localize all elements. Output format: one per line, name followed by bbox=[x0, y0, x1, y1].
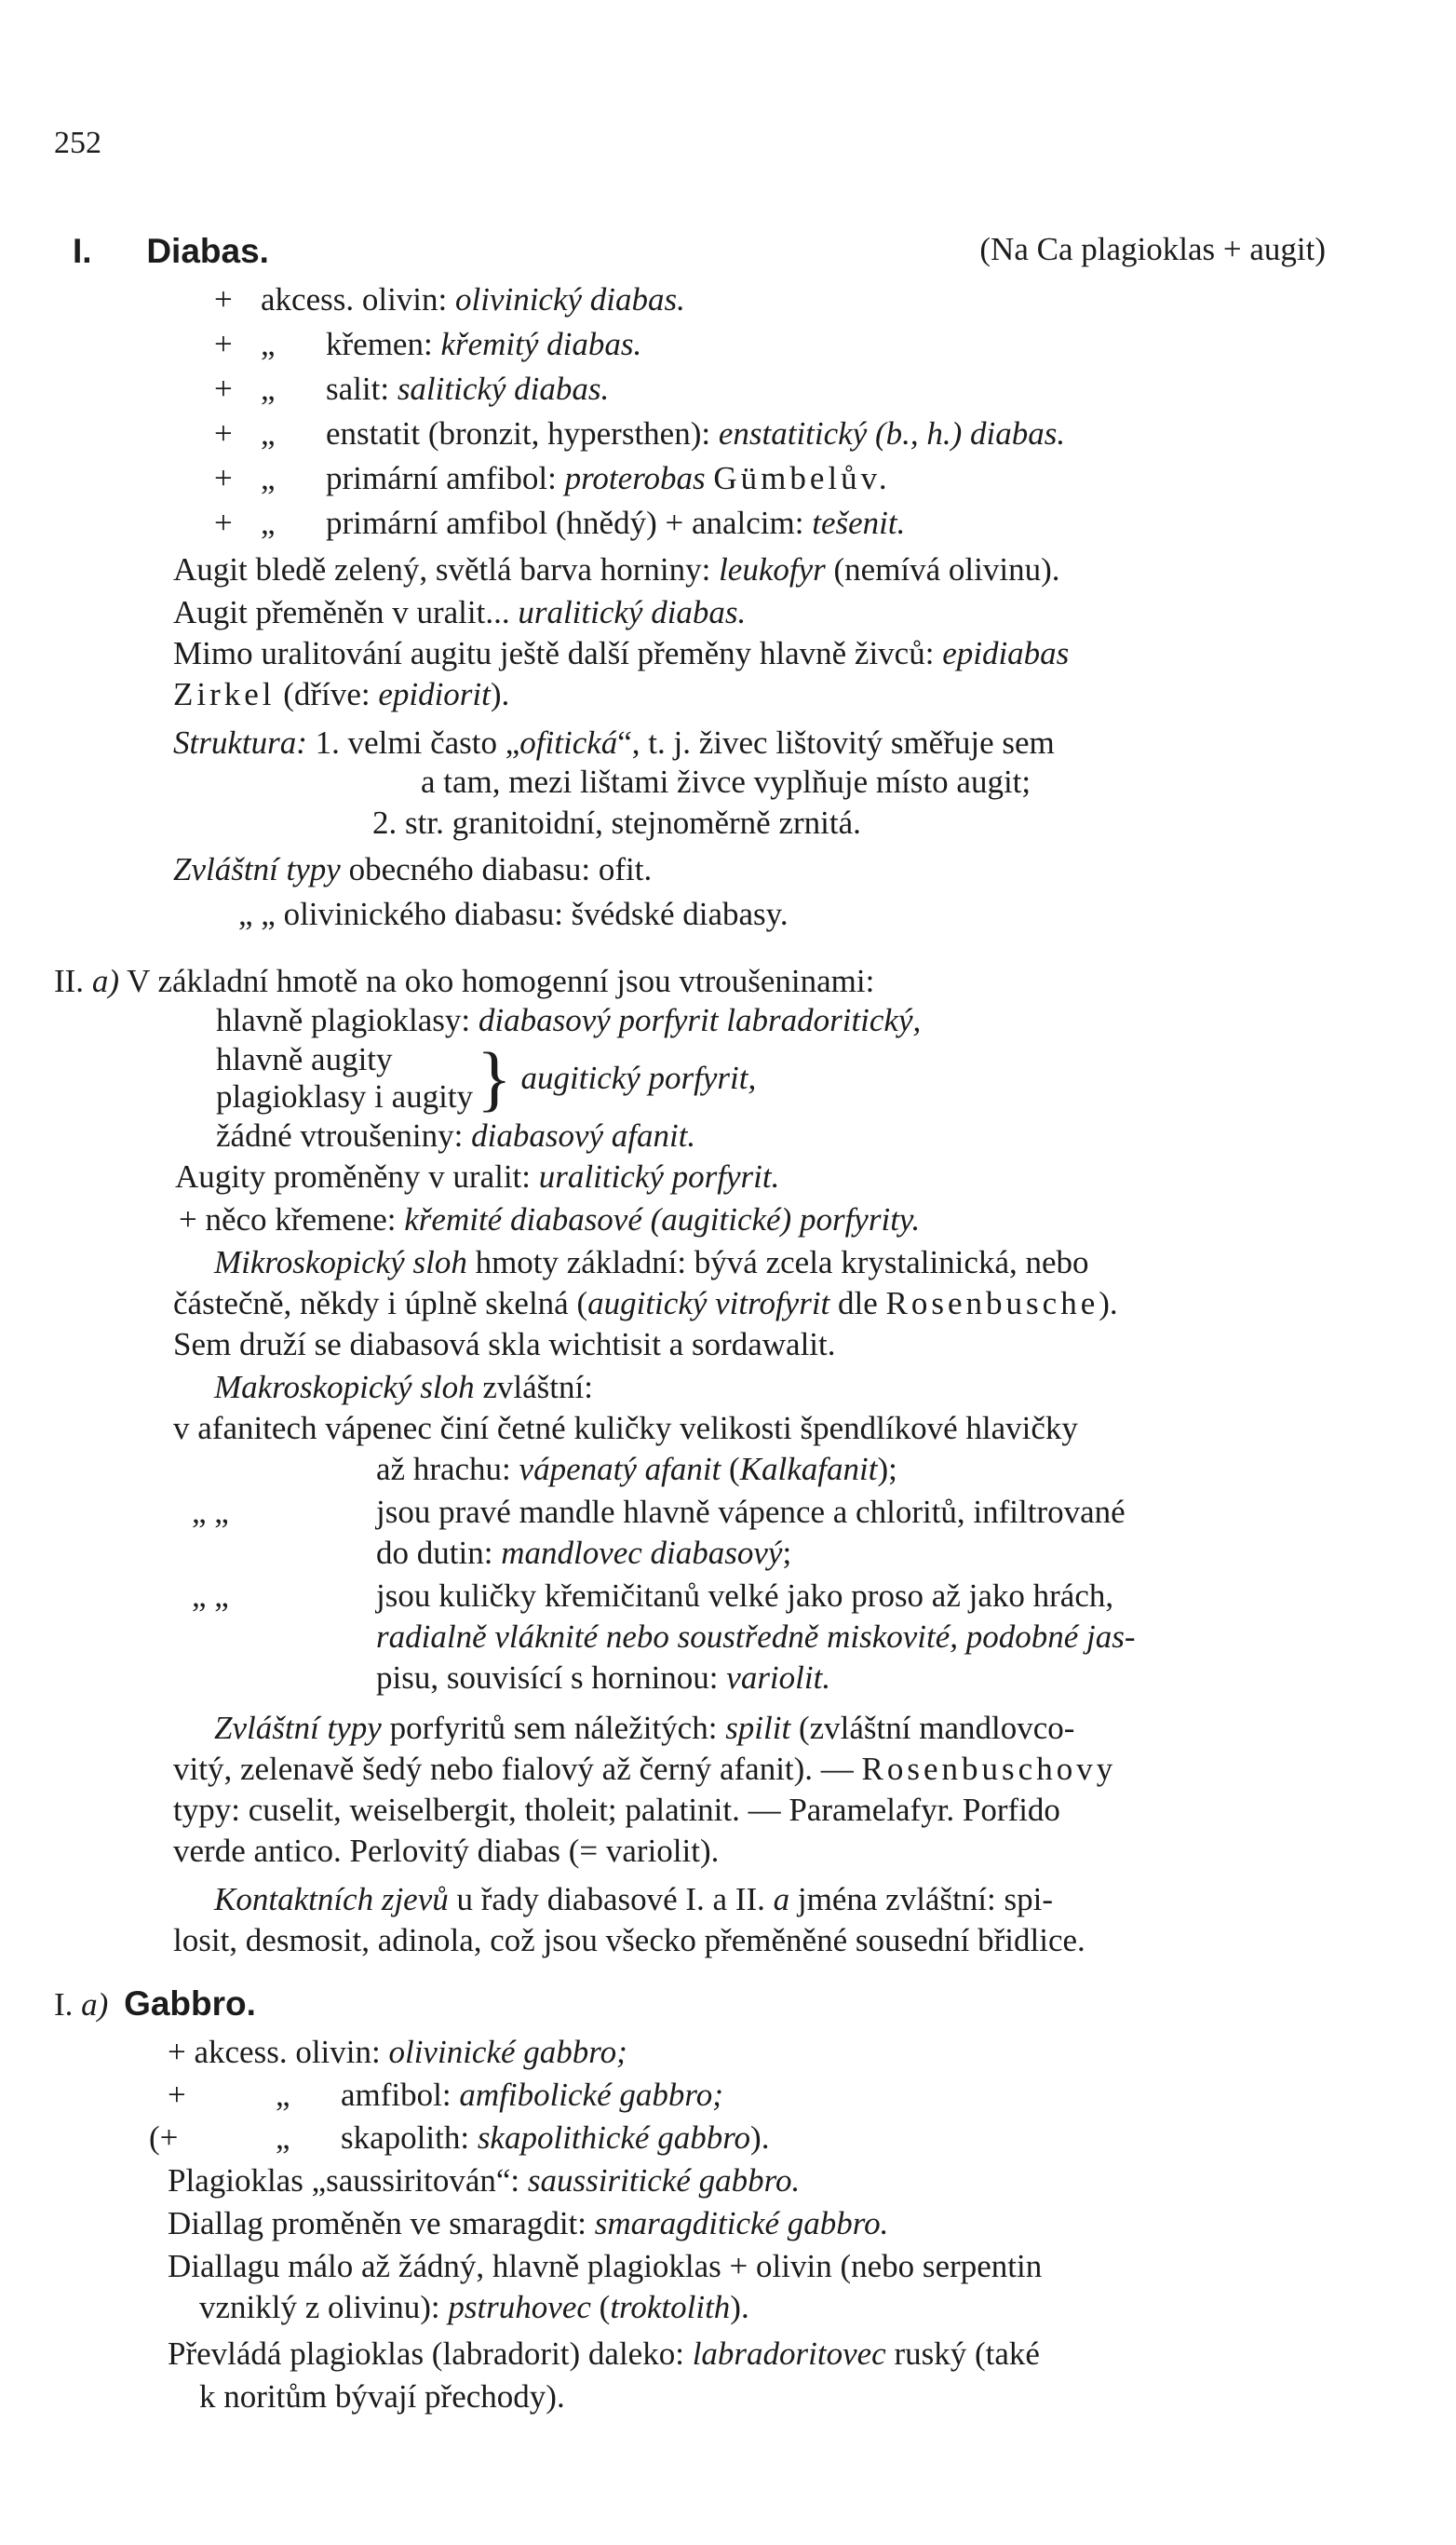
text-line: k noritům bývají přechody). bbox=[199, 2378, 565, 2415]
text-line: pisu, souvisící s horninou: variolit. bbox=[376, 1659, 831, 1696]
accessory-line: + akcess. olivin: olivinický diabas. bbox=[214, 281, 685, 318]
text-line: Plagioklas „saussiritován“: saussiritické gabbro. bbox=[168, 2162, 801, 2199]
text-line: losit, desmosit, adinola, což jsou všecko přeměněné sousední břidlice. bbox=[173, 1922, 1085, 1958]
text-line: do dutin: mandlovec diabasový; bbox=[376, 1535, 792, 1571]
text-line: Diallag proměněn ve smaragdit: smaragditické gabbro. bbox=[168, 2205, 889, 2241]
text-line: + „ amfibol: amfibolické gabbro; bbox=[168, 2077, 723, 2113]
section-sub: a) bbox=[91, 963, 119, 999]
text-line: Mikroskopický sloh hmoty základní: bývá zcela krystalinická, nebo bbox=[214, 1244, 1089, 1280]
text-line: Kontaktních zjevů u řady diabasové I. a II. a jména zvláštní: spi- bbox=[214, 1881, 1054, 1917]
brace-group: hlavně augity plagioklasy i augity } augitický porfyrit, bbox=[216, 1037, 757, 1119]
section-title: Diabas. bbox=[146, 232, 269, 270]
text-line: Augit bledě zelený, světlá barva horniny: leukofyr (nemívá olivinu). bbox=[173, 551, 1060, 588]
text-line: + něco křemene: křemité diabasové (augitické) porfyrity. bbox=[179, 1201, 921, 1238]
text-line: a tam, mezi lištami živce vyplňuje místo augit; bbox=[421, 764, 1031, 800]
section-heading-porphyrite: II. a) V základní hmotě na oko homogenní jsou vtroušeninami: bbox=[54, 963, 875, 999]
accessory-line: + „ enstatit (bronzit, hypersthen): enstatitický (b., h.) diabas. bbox=[214, 415, 1066, 452]
text-line: vzniklý z olivinu): pstruhovec (troktolith). bbox=[199, 2289, 749, 2325]
text-line: Zvláštní typy porfyritů sem náležitých: spilit (zvláštní mandlovco- bbox=[214, 1710, 1075, 1746]
text-line: 2. str. granitoidní, stejnoměrně zrnitá. bbox=[372, 805, 861, 841]
brace-icon: } bbox=[477, 1037, 512, 1119]
text-line: Zvláštní typy obecného diabasu: ofit. bbox=[173, 851, 653, 887]
text-line: Sem druží se diabasová skla wichtisit a sordawalit. bbox=[173, 1326, 836, 1362]
text-line: Diallagu málo až žádný, hlavně plagioklas + olivin (nebo serpentin bbox=[168, 2248, 1043, 2284]
text-line: Struktura: 1. velmi často „ofitická“, t. j. živec lištovitý směřuje sem bbox=[173, 724, 1055, 761]
section-title: Gabbro. bbox=[124, 1984, 256, 2023]
text-line: Augity proměněny v uralit: uralitický porfyrit. bbox=[175, 1158, 780, 1195]
text-line: částečně, někdy i úplně skelná (augitický vitrofyrit dle Rosenbusche). bbox=[173, 1285, 1118, 1321]
text-line: Zirkel (dříve: epidiorit). bbox=[173, 676, 510, 712]
section-number: I. bbox=[73, 232, 92, 270]
text-line: Makroskopický sloh zvláštní: bbox=[214, 1369, 593, 1405]
text-line: verde antico. Perlovitý diabas (= variolit). bbox=[173, 1833, 720, 1869]
accessory-line: + „ salit: salitický diabas. bbox=[214, 371, 610, 407]
text-line: jsou kuličky křemičitanů velké jako proso až jako hrách, bbox=[376, 1577, 1114, 1614]
text-line: v afanitech vápenec činí četné kuličky velikosti špendlíkové hlavičky bbox=[173, 1410, 1078, 1446]
section-heading-diabas bbox=[73, 231, 269, 272]
section-sub: a) bbox=[81, 1986, 109, 2023]
text-line: jsou pravé mandle hlavně vápence a chloritů, infiltrované bbox=[376, 1494, 1126, 1530]
text-line: až hrachu: vápenatý afanit (Kalkafanit); bbox=[376, 1451, 897, 1487]
text-line: „ „ bbox=[192, 1494, 229, 1530]
section-heading-gabbro bbox=[54, 1983, 256, 2024]
text-line: radialně vláknité nebo soustředně miskovité, podobné jas- bbox=[376, 1618, 1136, 1655]
text-line: žádné vtroušeniny: diabasový afanit. bbox=[216, 1117, 696, 1154]
accessory-line: + „ křemen: křemitý diabas. bbox=[214, 326, 642, 362]
text-line: vitý, zelenavě šedý nebo fialový až černý afanit). — Rosenbuschovy bbox=[173, 1751, 1117, 1787]
text-line: „ „ olivinického diabasu: švédské diabasy. bbox=[238, 896, 789, 932]
text-line: hlavně plagioklasy: diabasový porfyrit labradoritický, bbox=[216, 1002, 922, 1038]
text-line: Augit přeměněn v uralit... uralitický diabas. bbox=[173, 594, 747, 630]
section-number: I. bbox=[54, 1986, 74, 2023]
text-line: typy: cuselit, weiselbergit, tholeit; palatinit. — Paramelafyr. Porfido bbox=[173, 1792, 1060, 1828]
text-line: Mimo uralitování augitu ještě další přeměny hlavně živců: epidiabas bbox=[173, 635, 1070, 671]
text-line: „ „ bbox=[192, 1577, 229, 1614]
page-number: 252 bbox=[54, 126, 101, 160]
text-line: Převládá plagioklas (labradorit) daleko: labradoritovec ruský (také bbox=[168, 2335, 1040, 2372]
section-number: II. bbox=[54, 963, 85, 999]
text-line: (+ „ skapolith: skapolithické gabbro). bbox=[149, 2119, 770, 2156]
diabas-formula: (Na Ca plagioklas + augit) bbox=[979, 231, 1326, 267]
accessory-line: + „ primární amfibol (hnědý) + analcim: tešenit. bbox=[214, 505, 906, 541]
text-line: + akcess. olivin: olivinické gabbro; bbox=[168, 2034, 627, 2070]
accessory-line: + „ primární amfibol: proterobas Gümbelův. bbox=[214, 460, 891, 496]
